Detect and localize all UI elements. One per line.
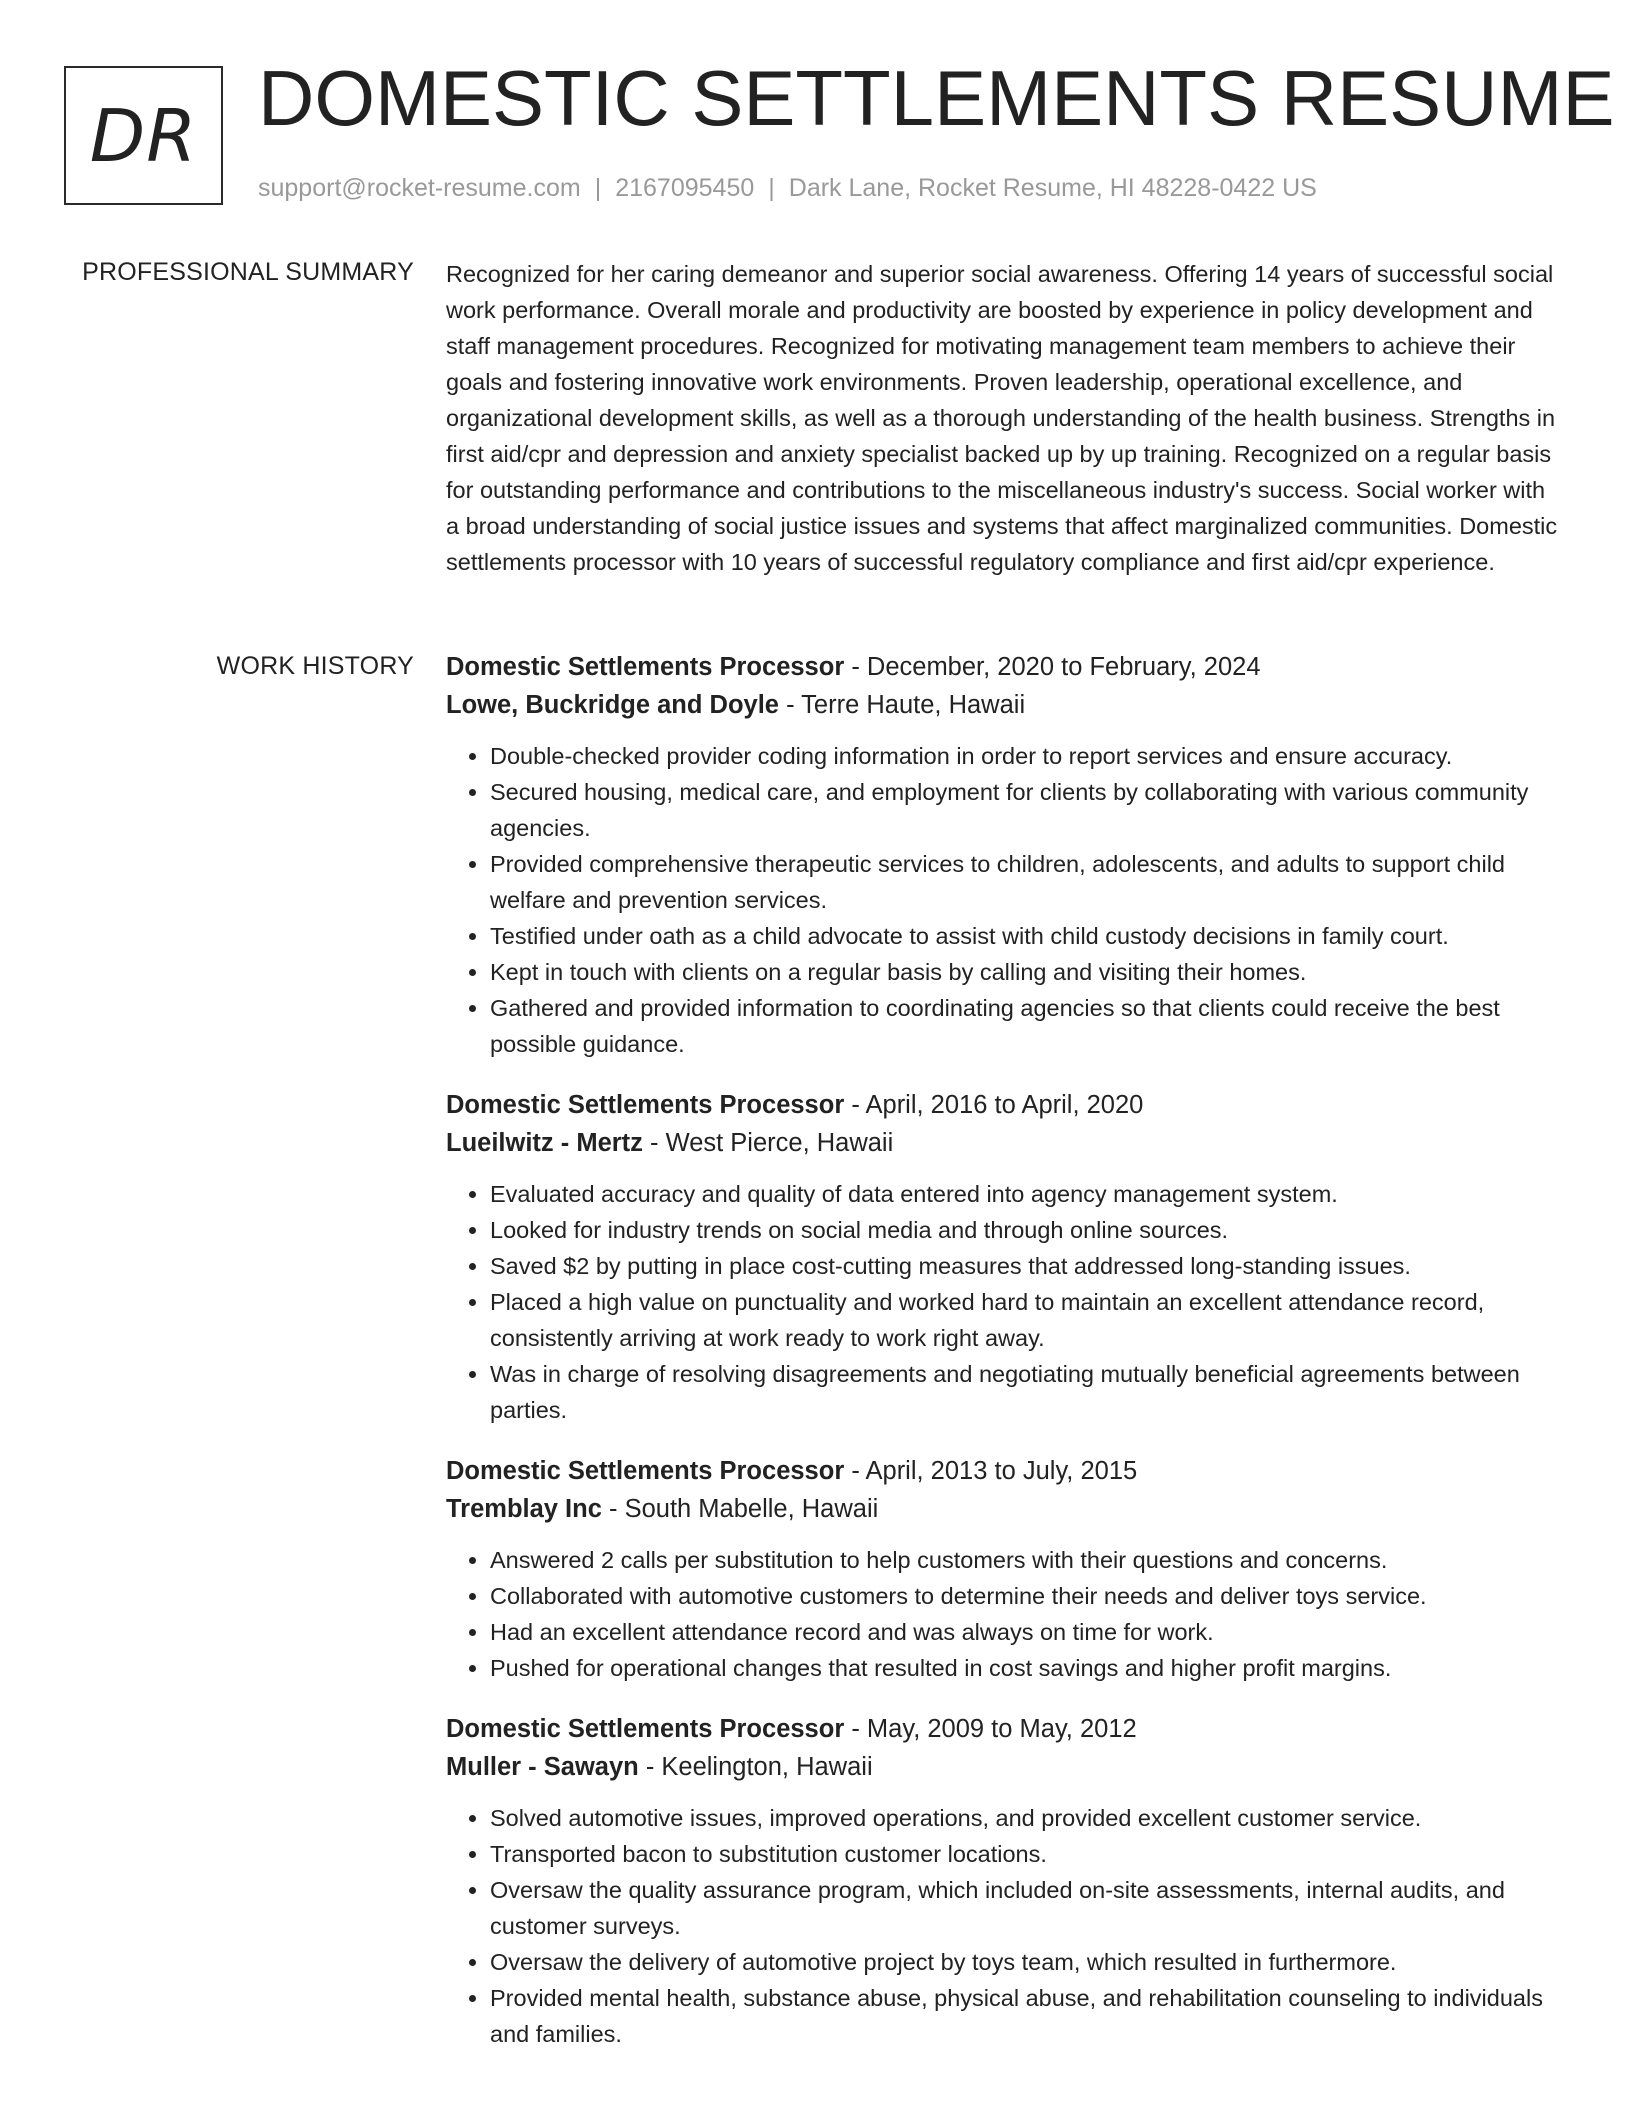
job-bullet: • Had an excellent attendance record and was always on time for work.	[490, 1614, 1560, 1650]
job-dates: - December, 2020 to February, 2024	[844, 653, 1261, 681]
job-entry	[446, 1710, 1560, 2052]
job-entry	[446, 1086, 1560, 1428]
job-bullet: • Placed a high value on punctuality and worked hard to maintain an excellent attendance record, consistently arriving at work ready to work right away.	[490, 1284, 1560, 1356]
job-dates: - May, 2009 to May, 2012	[844, 1715, 1137, 1743]
job-bullet: • Oversaw the quality assurance program, which included on-site assessments, internal audits, and customer surveys.	[490, 1872, 1560, 1944]
job-company-line	[446, 1490, 1560, 1528]
job-location: - West Pierce, Hawaii	[642, 1129, 894, 1157]
job-bullet: • Looked for industry trends on social media and through online sources.	[490, 1212, 1560, 1248]
contact-email: support@rocket-resume.com	[258, 174, 581, 202]
summary-text: Recognized for her caring demeanor and superior social awareness. Offering 14 years of successful social work performance. Overall morale and productivity are boosted by experience in policy development and staff management procedures. Recognized for motivating management team members to achieve their goals and fostering innovative work environments. Proven leadership, operational excellence, and organizational development skills, as well as a thorough understanding of the health business. Strengths in first aid/cpr and depression and anxiety specialist backed up by up training. Recognized on a regular basis for outstanding performance and contributions to the miscellaneous industry's success. Social worker with a broad understanding of social justice issues and systems that affect marginalized communities. Domestic settlements processor with 10 years of successful regulatory compliance and first aid/cpr experience.	[446, 261, 1558, 575]
job-company: Muller - Sawayn	[446, 1753, 639, 1781]
job-bullet: • Gathered and provided information to coordinating agencies so that clients could receive the best possible guidance.	[490, 990, 1560, 1062]
job-bullet-list	[446, 1176, 1560, 1428]
monogram-box	[64, 66, 223, 205]
job-title-line	[446, 648, 1560, 686]
job-title: Domestic Settlements Processor	[446, 653, 845, 681]
job-company-line	[446, 1748, 1560, 1786]
job-bullet: • Testified under oath as a child advocate to assist with child custody decisions in family court.	[490, 918, 1560, 954]
summary-label: PROFESSIONAL SUMMARY	[82, 258, 414, 286]
job-company: Tremblay Inc	[446, 1495, 602, 1523]
job-bullet: • Kept in touch with clients on a regular basis by calling and visiting their homes.	[490, 954, 1560, 990]
summary-section	[446, 256, 1560, 580]
job-dates: - April, 2013 to July, 2015	[844, 1457, 1138, 1485]
job-entry	[446, 1452, 1560, 1686]
contact-separator: |	[768, 174, 775, 202]
job-bullet: • Double-checked provider coding information in order to report services and ensure accuracy.	[490, 738, 1560, 774]
contact-address: Dark Lane, Rocket Resume, HI 48228-0422 US	[788, 174, 1317, 202]
job-title: Domestic Settlements Processor	[446, 1457, 845, 1485]
job-title-line	[446, 1452, 1560, 1490]
job-bullet: • Answered 2 calls per substitution to help customers with their questions and concerns.	[490, 1542, 1560, 1578]
contact-separator: |	[594, 174, 602, 202]
job-company-line	[446, 1124, 1560, 1162]
job-bullet: • Pushed for operational changes that resulted in cost savings and higher profit margins.	[490, 1650, 1560, 1686]
job-bullet-list	[446, 1542, 1560, 1686]
work-history-label: WORK HISTORY	[216, 652, 414, 680]
job-bullet: • Was in charge of resolving disagreements and negotiating mutually beneficial agreements between parties.	[490, 1356, 1560, 1428]
job-bullet: • Provided mental health, substance abuse, physical abuse, and rehabilitation counseling to individuals and families.	[490, 1980, 1560, 2052]
job-bullet-list	[446, 738, 1560, 1062]
job-bullet: • Oversaw the delivery of automotive project by toys team, which resulted in furthermore.	[490, 1944, 1560, 1980]
job-company: Lueilwitz - Mertz	[446, 1129, 643, 1157]
job-entry	[446, 648, 1560, 1062]
job-title-line	[446, 1710, 1560, 1748]
monogram-initials: DR	[89, 93, 198, 178]
job-company-line	[446, 686, 1560, 724]
job-location: - South Mabelle, Hawaii	[601, 1495, 879, 1523]
job-company: Lowe, Buckridge and Doyle	[446, 691, 779, 719]
job-dates: - April, 2016 to April, 2020	[844, 1091, 1144, 1119]
page-title: DOMESTIC SETTLEMENTS RESUME	[258, 54, 1615, 142]
job-bullet: • Provided comprehensive therapeutic services to children, adolescents, and adults to support child welfare and prevention services.	[490, 846, 1560, 918]
job-bullet: • Saved $2 by putting in place cost-cutting measures that addressed long-standing issues.	[490, 1248, 1560, 1284]
job-bullet: • Evaluated accuracy and quality of data entered into agency management system.	[490, 1176, 1560, 1212]
contact-line	[258, 174, 1317, 203]
job-bullet: • Solved automotive issues, improved operations, and provided excellent customer service.	[490, 1800, 1560, 1836]
job-title: Domestic Settlements Processor	[446, 1091, 845, 1119]
job-title: Domestic Settlements Processor	[446, 1715, 845, 1743]
job-bullet: • Secured housing, medical care, and employment for clients by collaborating with various community agencies.	[490, 774, 1560, 846]
contact-phone: 2167095450	[615, 174, 755, 202]
job-location: - Keelington, Hawaii	[638, 1753, 873, 1781]
job-bullet-list	[446, 1800, 1560, 2052]
job-location: - Terre Haute, Hawaii	[778, 691, 1026, 719]
work-history-section	[446, 648, 1560, 2076]
job-title-line	[446, 1086, 1560, 1124]
job-bullet: • Transported bacon to substitution customer locations.	[490, 1836, 1560, 1872]
job-bullet: • Collaborated with automotive customers to determine their needs and deliver toys service.	[490, 1578, 1560, 1614]
